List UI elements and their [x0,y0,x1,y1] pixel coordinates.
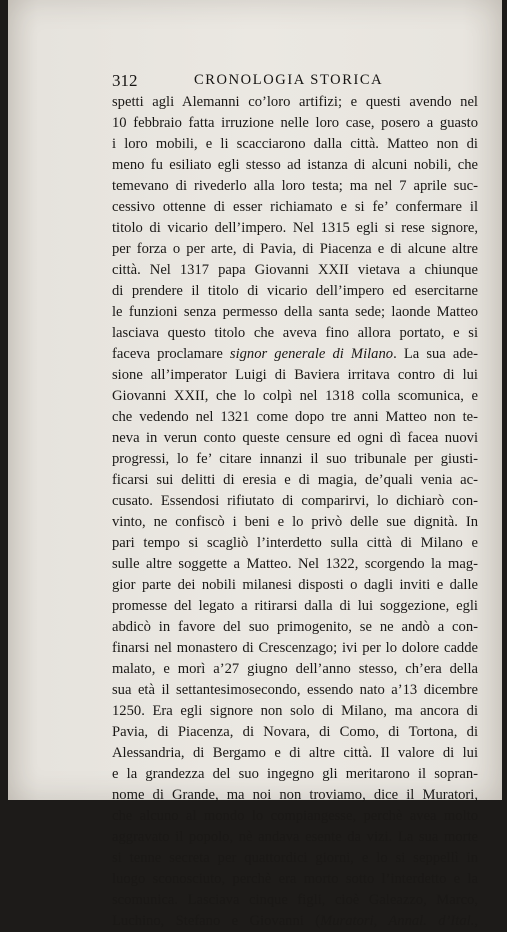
text-line: per forza o per arte, di Pavia, di Piacenza e di alcune altre [112,241,478,257]
text-line: Pavia, di Piacenza, di Novara, di Como, di Tortona, di [112,724,478,740]
page-number: 312 [112,71,138,90]
text-line: temevano di rivederlo alla loro testa; ma nel 7 aprile suc- [112,178,478,194]
text-line: sione all’imperator Luigi di Baviera irritava contro di lui [112,367,478,383]
text-line: i loro mobili, e li scacciarono dalla città. Matteo non di [112,136,478,152]
text-line: sulle altre soggette a Matteo. Nel 1322, scorgendo la mag- [112,556,478,572]
text-line: spetti agli Alemanni co’loro artifizi; e questi avendo nel [112,94,478,110]
text-line: si tenne secreta per quattordici giorni, e lo si seppellì in [112,850,478,866]
text-line: città. Nel 1317 papa Giovanni XXII vietava a chiunque [112,262,478,278]
text-line: sua età il settantesimosecondo, essendo nato a’13 dicembre [112,682,478,698]
italic-run: Muratori, Annal. d’Ital. [320,913,475,929]
italic-run: signor generale di Milano [229,346,394,362]
text-line: di prendere il titolo di vicario dell’impero ed esercitarne [112,283,478,299]
text-line: e la grandezza del suo ingegno gli meritarono il sopran- [112,766,478,782]
text-line: Alessandria, di Bergamo e di altre città. Il valore di lui [112,745,478,761]
text-line: pari tempo si scagliò l’interdetto sulla città di Milano e [112,535,478,551]
book-page [8,0,502,929]
text-line: scomunica. Lasciava cinque figli, cioè Galeazzo, Marco, [112,892,478,908]
text-line: promesse del legato a ritirarsi dalla di lui soggezione, egli [112,598,478,614]
text-line [112,911,478,932]
body-text [112,92,478,932]
text-line: progressi, lo fe’ citare innanzi il suo tribunale per giusti- [112,451,478,467]
text-line: abdicò in favore del suo primogenito, se ne andò a con- [112,619,478,635]
text-line: lasciava questo titolo che aveva fino allora portato, e si [112,325,478,341]
text-line: aggravato il popolo, nè andava esente da vizi. La sua morte [112,829,478,845]
text-line: cessivo ottenne di esser richiamato e si fe’ confermare il [112,199,478,215]
text-line: gior parte dei nobili milanesi disposti o dagli inviti e dalle [112,577,478,593]
text-line: neva in verun conto queste censure ed ogni dì facea nuovi [112,430,478,446]
text-run: faceva proclamare [112,346,230,362]
text-line [112,344,478,365]
text-line: 1250. Era egli signore non solo di Milano, ma ancora di [112,703,478,719]
text-run: , [474,913,478,929]
text-line: cusato. Essendosi rifiutato di comparirvi, lo dichiarò con- [112,493,478,509]
text-run: . La sua ade- [393,346,478,362]
running-title: CRONOLOGIA STORICA [194,72,384,88]
text-line: ficarsi sui delitti di eresia e di magia, de’quali venia ac- [112,472,478,488]
page-header [112,71,480,91]
text-line: le funzioni senza permesso della santa sede; laonde Matteo [112,304,478,320]
text-line: 10 febbraio fatta irruzione nelle loro case, posero a guasto [112,115,478,131]
text-line: malato, e morì a’27 giugno dell’anno stesso, ch’era della [112,661,478,677]
text-line: che vedendo nel 1321 come dopo tre anni Matteo non te- [112,409,478,425]
text-line: titolo di vicario dell’impero. Nel 1315 egli si rese signore, [112,220,478,236]
text-line: finarsi nel monastero di Crescenzago; ivi per lo dolore cadde [112,640,478,656]
text-line: vinto, ne confiscò i beni e lo privò delle sue dignità. In [112,514,478,530]
text-run: Luchino, Stefano e Giovanni ( [112,913,321,929]
text-line: che alcuno al mondo lo compiangesse, perchè avea molto [112,808,478,824]
text-line: nome di Grande, ma noi non troviamo, dice il Muratori, [112,787,478,803]
text-line: Giovanni XXII, che lo colpì nel 1318 colla scomunica, e [112,388,478,404]
text-line: luogo sconosciuto, perchè era morto sotto l’interdetto e la [112,871,478,887]
text-line: meno fu esiliato egli stesso ad istanza di alcuni nobili, che [112,157,478,173]
